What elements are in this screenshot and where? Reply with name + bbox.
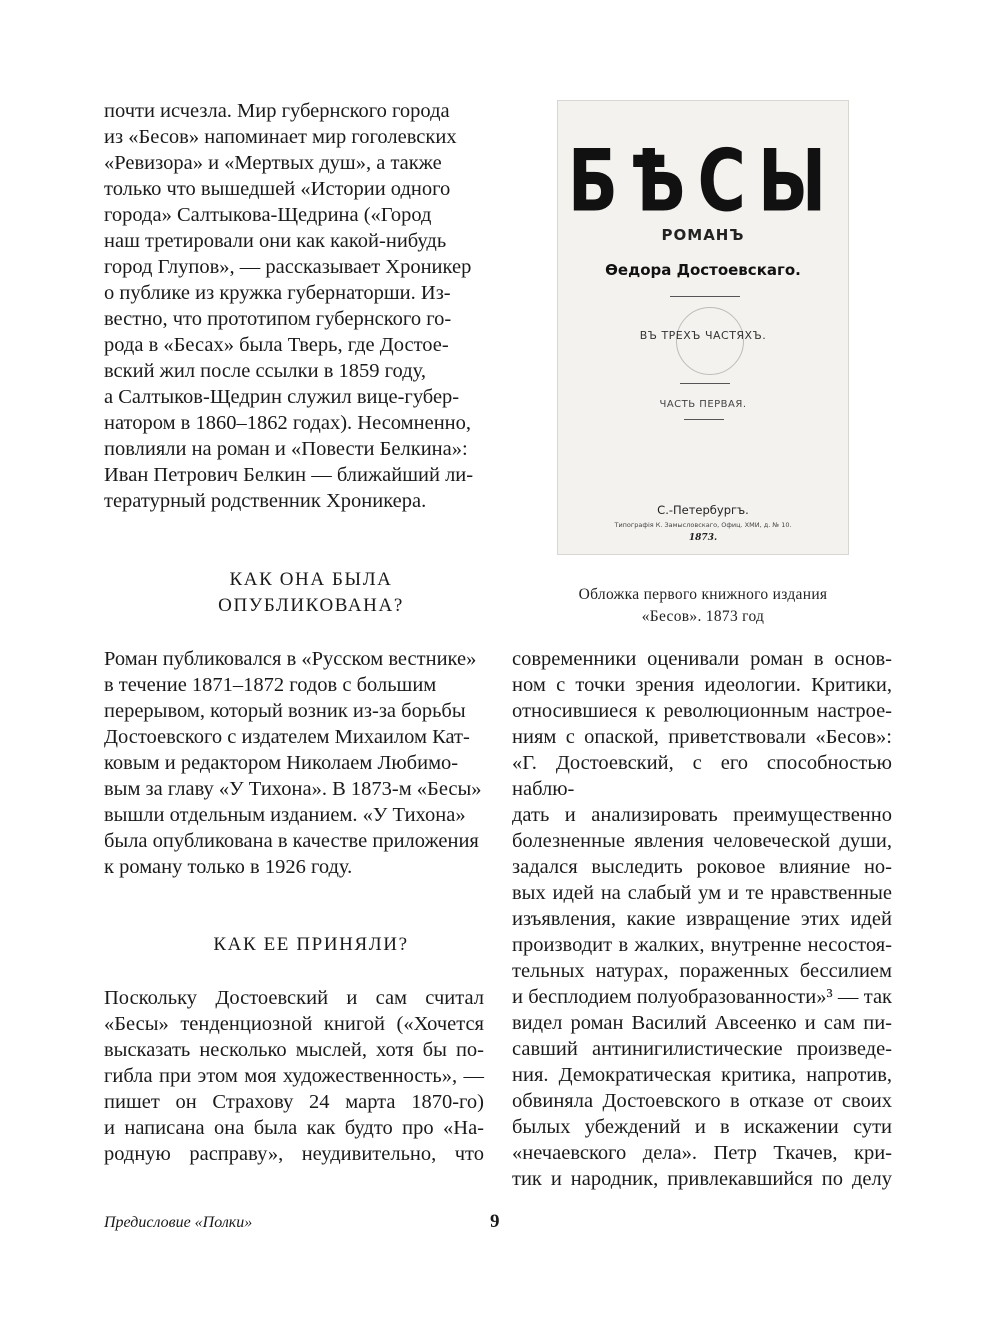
text-line: натором в 1860–1862 годах). Несомненно, — [104, 412, 472, 434]
section-heading-published — [104, 567, 518, 619]
cover-title: БѢСЫ — [567, 131, 839, 232]
left-top-paragraph — [104, 98, 484, 514]
cover-parts: ВЪ ТРЕХЪ ЧАСТЯХЪ. — [639, 329, 767, 342]
cover-year: 1873. — [688, 533, 718, 543]
running-title: Предисловие «Полки» — [104, 1214, 253, 1231]
text-line: современники оценивали роман в основ- — [512, 648, 892, 670]
text-line: город Глупов», — рассказывает Хроникер — [104, 256, 472, 278]
text-line: вский жил после ссылки в 1859 году, — [104, 360, 426, 382]
text-line: повлияли на роман и «Повести Белкина»: — [104, 438, 468, 460]
received-paragraph — [104, 985, 484, 1167]
heading-line: ОПУБЛИКОВАНА? — [218, 595, 404, 616]
text-line: «Бесы» тенденциозной книгой («Хочется — [104, 1013, 484, 1035]
text-line: «нечаевского дела». Петр Ткачев, кри- — [512, 1142, 892, 1164]
text-line: болезненные явления человеческой души, — [512, 830, 892, 852]
text-line: Достоевского с издателем Михаилом Кат- — [104, 726, 470, 748]
text-line: родную расправу», неудивительно, что — [104, 1143, 484, 1165]
text-line: Роман публиковался в «Русском вестнике» — [104, 648, 477, 670]
text-line: и бесплодием полуобразованности»³ — так — [512, 986, 892, 1008]
text-line: рода в «Бесах» была Тверь, где Достое- — [104, 334, 449, 356]
text-line: к роману только в 1926 году. — [104, 856, 353, 878]
text-line: «Ревизора» и «Мертвых душ», а также — [104, 152, 442, 174]
cover-rule — [680, 383, 730, 384]
text-line: только что вышедшей «Истории одного — [104, 178, 451, 200]
text-line: наш третировали они как какой-нибудь — [104, 230, 447, 252]
section-heading-received: КАК ЕЕ ПРИНЯЛИ? — [213, 934, 409, 955]
text-line: и написана она была как будто про «На- — [104, 1117, 484, 1139]
text-line: изъявления, какие извращение этих идей — [512, 908, 892, 930]
cover-printer: Типографія К. Замысловскаго, Офиц. ХМИ, д. № 10. — [614, 521, 792, 529]
text-line: ния. Демократическая критика, напротив, — [512, 1064, 892, 1086]
text-line: пишет он Страхову 24 марта 1870-го) — [104, 1091, 484, 1113]
text-line: ном с точки зрения идеологии. Критики, — [512, 674, 892, 696]
text-line: в течение 1871–1872 годов с большим — [104, 674, 437, 696]
text-line: вых идей на слабый ум и те нравственные — [512, 882, 892, 904]
text-line: обвиняла Достоевского в отказе от своих — [512, 1090, 892, 1112]
page-number: 9 — [490, 1211, 500, 1232]
heading-line: КАК ОНА БЫЛА — [229, 569, 393, 590]
cover-rule — [670, 296, 740, 297]
text-line: вышли отдельным изданием. «У Тихона» — [104, 804, 466, 826]
text-line: высказать несколько мыслей, хотя бы по- — [104, 1039, 484, 1061]
text-line: вым за главу «У Тихона». В 1873-м «Бесы» — [104, 778, 482, 800]
book-cover-image — [557, 100, 849, 555]
text-line: была опубликована в качестве приложения — [104, 830, 479, 852]
cover-subtitle: РОМАНЪ — [661, 226, 745, 244]
text-line: почти исчезла. Мир губернского города — [104, 100, 450, 122]
text-line: ковым и редактором Николаем Любимо- — [104, 752, 459, 774]
text-line: а Салтыков-Щедрин служил вице-губер- — [104, 386, 460, 408]
text-line: дать и анализировать преимущественно — [512, 804, 892, 826]
text-line: задался выследить роковое влияние но- — [512, 856, 892, 878]
figure-caption — [540, 584, 866, 628]
text-line: Иван Петрович Белкин — ближайший ли- — [104, 464, 474, 486]
cover-rule — [684, 419, 724, 420]
published-paragraph — [104, 646, 484, 880]
text-line: Поскольку Достоевский и сам считал — [104, 987, 484, 1009]
text-line: «Г. Достоевский, с его способностью наблю- — [512, 752, 892, 800]
cover-author: Ѳедора Достоевскаго. — [605, 261, 801, 279]
text-line: гибла при этом моя художественность», — — [104, 1065, 484, 1087]
text-line: относившиеся к революционным настрое- — [512, 700, 892, 722]
text-line: тик и народник, привлекавшийся по делу — [512, 1168, 892, 1190]
text-line: тературный родственник Хроникера. — [104, 490, 427, 512]
caption-line: «Бесов». 1873 год — [641, 608, 765, 625]
text-line: ниям с опаской, приветствовали «Бесов»: — [512, 726, 892, 748]
text-line: перерывом, который возник из-за борьбы — [104, 700, 466, 722]
text-line: былых убеждений и в искажении сути — [512, 1116, 892, 1138]
cover-city: С.-Петербургъ. — [657, 503, 749, 517]
text-line: из «Бесов» напоминает мир гоголевских — [104, 126, 457, 148]
text-line: города» Салтыкова-Щедрина («Город — [104, 204, 432, 226]
text-line: о публике из кружка губернаторши. Из- — [104, 282, 451, 304]
text-line: видел роман Василий Авсеенко и сам пи- — [512, 1012, 892, 1034]
text-line: производит в жалких, внутренне несостоя- — [512, 934, 892, 956]
caption-line: Обложка первого книжного издания — [578, 586, 828, 603]
cover-part-one: ЧАСТЬ ПЕРВАЯ. — [659, 399, 747, 410]
right-paragraph — [512, 646, 892, 1192]
text-line: савший антинигилистические произведе- — [512, 1038, 892, 1060]
text-line: вестно, что прототипом губернского го- — [104, 308, 452, 330]
text-line: тельных натурах, пораженных бессилием — [512, 960, 892, 982]
